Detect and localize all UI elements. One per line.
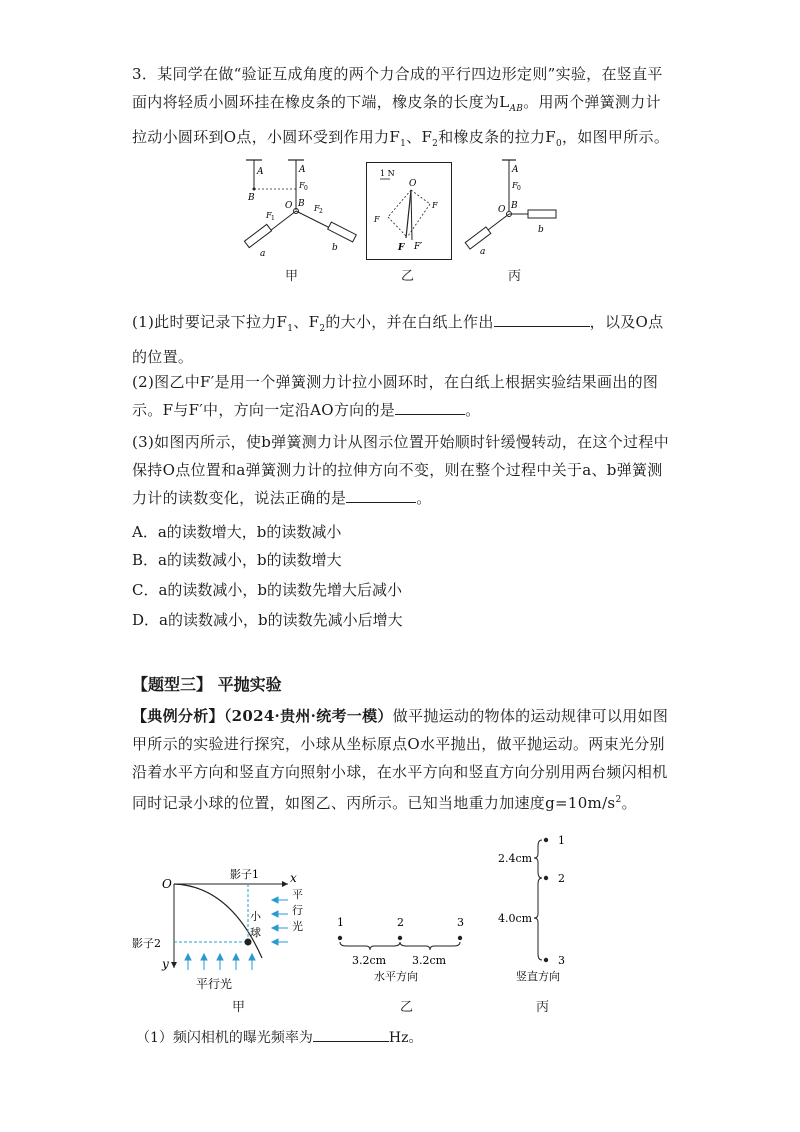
figure-vertical-caption: 丙 xyxy=(536,1000,550,1015)
svg-text:小: 小 xyxy=(250,910,261,923)
figure-jia-caption: 甲 xyxy=(285,269,299,284)
figure-horizontal xyxy=(326,912,476,992)
svg-text:O: O xyxy=(162,877,172,891)
svg-text:A: A xyxy=(257,167,264,177)
svg-text:3: 3 xyxy=(457,916,464,929)
svg-text:2: 2 xyxy=(558,872,565,885)
svg-text:3: 3 xyxy=(558,954,565,967)
svg-text:平行光: 平行光 xyxy=(196,977,233,991)
svg-text:0: 0 xyxy=(517,185,521,192)
figure-bing-caption: 丙 xyxy=(508,269,522,284)
q3-intro: 3．某同学在做“验证互成角度的两个力合成的平行四边形定则”实验，在竖直平面内将轻质小圆环挂在橡皮条的下端，橡皮条的长度为$L_{AB}$。用两个弹簧测力计拉动小圆环到O点，小圆环受到作用力$F_1$、$F_2$和橡皮条的拉力$F_0$，如图甲所示。 xyxy=(132,65,670,149)
svg-text:O: O xyxy=(498,205,506,215)
section-heading: 【题型三】 平抛实验 xyxy=(132,675,282,694)
svg-text:B: B xyxy=(248,193,255,203)
svg-text:x: x xyxy=(290,871,297,885)
q3-part1: (1)此时要记录下拉力$F_1$、$F_2$的大小，并在白纸上作出 ，以及O点的位置。 xyxy=(132,308,672,371)
svg-text:F: F xyxy=(266,211,272,220)
svg-text:光: 光 xyxy=(292,920,303,933)
svg-text:F: F xyxy=(512,181,518,190)
svg-text:a: a xyxy=(260,249,266,259)
svg-text:0: 0 xyxy=(304,185,308,192)
option-a: A．a的读数增大，b的读数减小 xyxy=(132,523,342,541)
svg-text:1 N: 1 N xyxy=(380,169,395,178)
svg-text:球: 球 xyxy=(250,926,261,939)
svg-text:影子1: 影子1 xyxy=(230,868,259,881)
figure-jia xyxy=(236,158,366,278)
svg-text:水平方向: 水平方向 xyxy=(374,970,418,983)
svg-text:F: F xyxy=(398,243,405,253)
svg-text:3.2cm: 3.2cm xyxy=(412,954,447,967)
svg-text:y: y xyxy=(162,957,169,971)
svg-text:A: A xyxy=(512,165,519,175)
figure-bing xyxy=(460,158,570,268)
figure-yi-caption: 乙 xyxy=(401,269,415,284)
svg-text:平: 平 xyxy=(292,888,303,901)
svg-text:2: 2 xyxy=(319,208,323,215)
svg-text:O: O xyxy=(285,201,293,211)
answer-blank[interactable] xyxy=(313,1025,389,1042)
svg-text:4.0cm: 4.0cm xyxy=(498,912,533,925)
svg-text:F: F xyxy=(432,201,438,210)
svg-text:1: 1 xyxy=(337,916,344,929)
svg-text:B: B xyxy=(511,201,518,211)
example-text: 【典例分析】（2024·贵州·统考一模）做平抛运动的物体的运动规律可以用如图甲所示的实验进行探究，小球从坐标原点O水平抛出，做平抛运动。两束光分别沿着水平方向和竖直方向照射小球，在水平方向和竖直方向分别用两台频闪相机同时记录小球的位置，如图乙、丙所示。已知当地重力加速度$g=10m/s^2$。 xyxy=(132,707,669,812)
svg-text:a: a xyxy=(480,247,486,257)
figure-projectile-caption: 甲 xyxy=(232,1000,246,1015)
svg-text:竖直方向: 竖直方向 xyxy=(516,970,560,983)
figure-vertical xyxy=(494,828,604,988)
option-c: C．a的读数减小，b的读数先增大后减小 xyxy=(132,581,403,599)
svg-text:F: F xyxy=(374,215,380,224)
figure-yi xyxy=(366,162,452,260)
svg-text:F: F xyxy=(299,181,305,190)
svg-text:O: O xyxy=(409,179,417,189)
answer-blank[interactable] xyxy=(395,398,465,415)
q3-part3: (3)如图丙所示，使b弹簧测力计从图示位置开始顺时针缓慢转动，在这个过程中保持O点位置和a弹簧测力计的拉伸方向不变，则在整个过程中关于a、b弹簧测力计的读数变化，说法正确的是 。 xyxy=(132,433,669,507)
svg-text:2.4cm: 2.4cm xyxy=(498,852,533,865)
svg-text:F: F xyxy=(314,204,320,213)
svg-text:3.2cm: 3.2cm xyxy=(352,954,387,967)
svg-text:行: 行 xyxy=(292,904,303,917)
svg-text:A: A xyxy=(299,165,306,175)
option-b: B．a的读数减小，b的读数增大 xyxy=(132,551,342,569)
svg-text:B: B xyxy=(298,199,305,209)
answer-blank[interactable] xyxy=(494,310,590,327)
svg-text:F′: F′ xyxy=(414,242,423,252)
option-d: D．a的读数减小，b的读数先减小后增大 xyxy=(132,611,403,629)
svg-text:b: b xyxy=(538,225,544,235)
q3-part2: (2)图乙中F′是用一个弹簧测力计拉小圆环时，在白纸上根据实验结果画出的图示。F与F′中，方向一定沿AO方向的是 。 xyxy=(132,373,659,419)
figure-projectile xyxy=(130,856,330,1006)
svg-text:b: b xyxy=(332,243,338,253)
figure-horizontal-caption: 乙 xyxy=(400,1000,414,1015)
svg-text:2: 2 xyxy=(397,916,404,929)
svg-text:1: 1 xyxy=(271,215,275,222)
answer-blank[interactable] xyxy=(346,486,416,503)
svg-text:影子2: 影子2 xyxy=(132,937,161,950)
sub-question-1: （1）频闪相机的曝光频率为 Hz。 xyxy=(136,1024,423,1052)
svg-text:1: 1 xyxy=(558,834,565,847)
